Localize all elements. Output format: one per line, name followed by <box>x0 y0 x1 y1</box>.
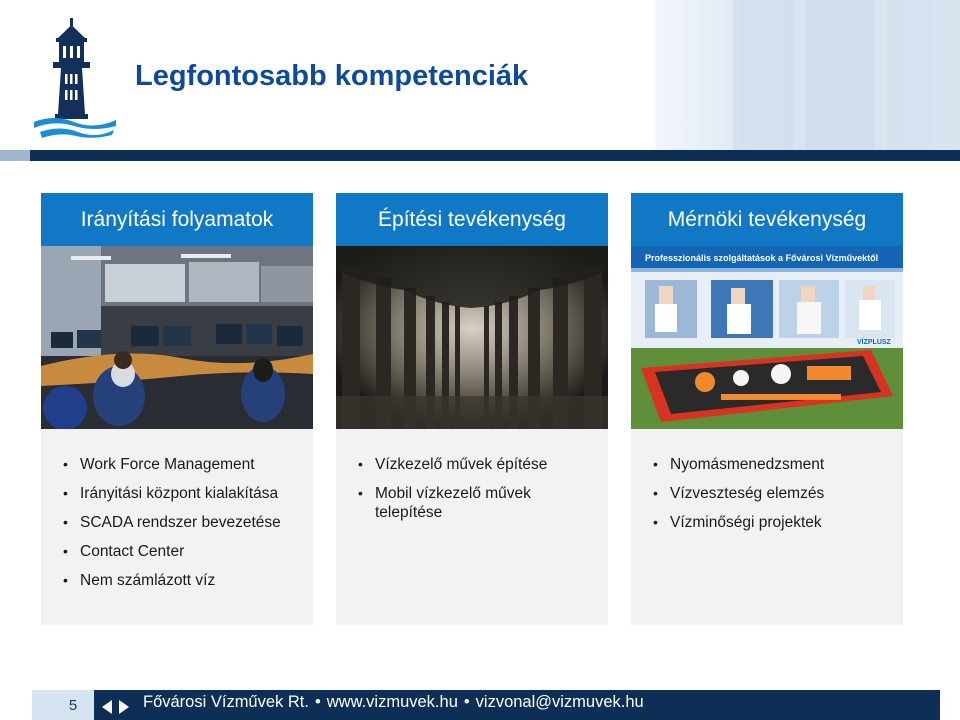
footer-email[interactable]: vizvonal@vizmuvek.hu <box>475 693 644 711</box>
column-heading: Irányítási folyamatok <box>41 193 313 246</box>
footer-separator: • <box>314 693 321 711</box>
control-room-illustration <box>41 246 313 429</box>
footer-website[interactable]: www.vizmuvek.hu <box>326 693 458 711</box>
header-divider-accent <box>0 150 30 161</box>
competency-list <box>358 455 598 532</box>
vizplusz-brand: VÍZPLUSZ <box>857 339 891 346</box>
list-item: • Nyomásmenedzsment <box>653 455 893 474</box>
header-window-pane <box>805 0 875 150</box>
column-heading: Építési tevékenység <box>336 193 608 246</box>
footer-company: Fővárosi Vízművek Rt. <box>143 693 309 711</box>
list-item: • Irányitási központ kialakítása <box>63 484 303 503</box>
list-item: • Mobil vízkezelő művek telepítése <box>358 484 598 522</box>
water-tower-logo-icon <box>32 18 118 142</box>
list-item: • Vízveszteség elemzés <box>653 484 893 503</box>
slide-navigation[interactable] <box>102 700 130 714</box>
list-item: • Vízminőségi projektek <box>653 513 893 532</box>
competency-list <box>653 455 893 542</box>
list-item: • Contact Center <box>63 542 303 561</box>
header-divider <box>0 150 960 161</box>
reservoir-pillars-photo <box>336 246 608 429</box>
column-heading: Mérnöki tevékenység <box>631 193 903 246</box>
footer-contact <box>143 693 644 712</box>
list-item: • Vízkezelő művek építése <box>358 455 598 474</box>
column-engineering <box>631 193 903 625</box>
header-window-pane <box>733 0 793 150</box>
column-construction <box>336 193 608 625</box>
engineering-brochure-illustration <box>631 246 903 429</box>
list-item: • SCADA rendszer bevezetése <box>63 513 303 532</box>
reservoir-pillars-illustration <box>336 246 608 429</box>
header-background <box>655 0 960 150</box>
brochure-caption: Professzionális szolgáltatások a Fővárosi Vízművektől <box>645 253 879 263</box>
control-room-photo <box>41 246 313 429</box>
competency-list <box>63 455 303 600</box>
engineering-brochure-photo <box>631 246 903 429</box>
footer-separator: • <box>463 693 470 711</box>
list-item: • Work Force Management <box>63 455 303 474</box>
next-slide-icon[interactable] <box>119 700 129 714</box>
page-number: 5 <box>68 697 78 714</box>
previous-slide-icon[interactable] <box>102 700 112 714</box>
slide-title: Legfontosabb kompetenciák <box>135 60 529 92</box>
column-control-processes <box>41 193 313 625</box>
header-window-pane <box>887 0 960 150</box>
list-item: • Nem számlázott víz <box>63 571 303 590</box>
